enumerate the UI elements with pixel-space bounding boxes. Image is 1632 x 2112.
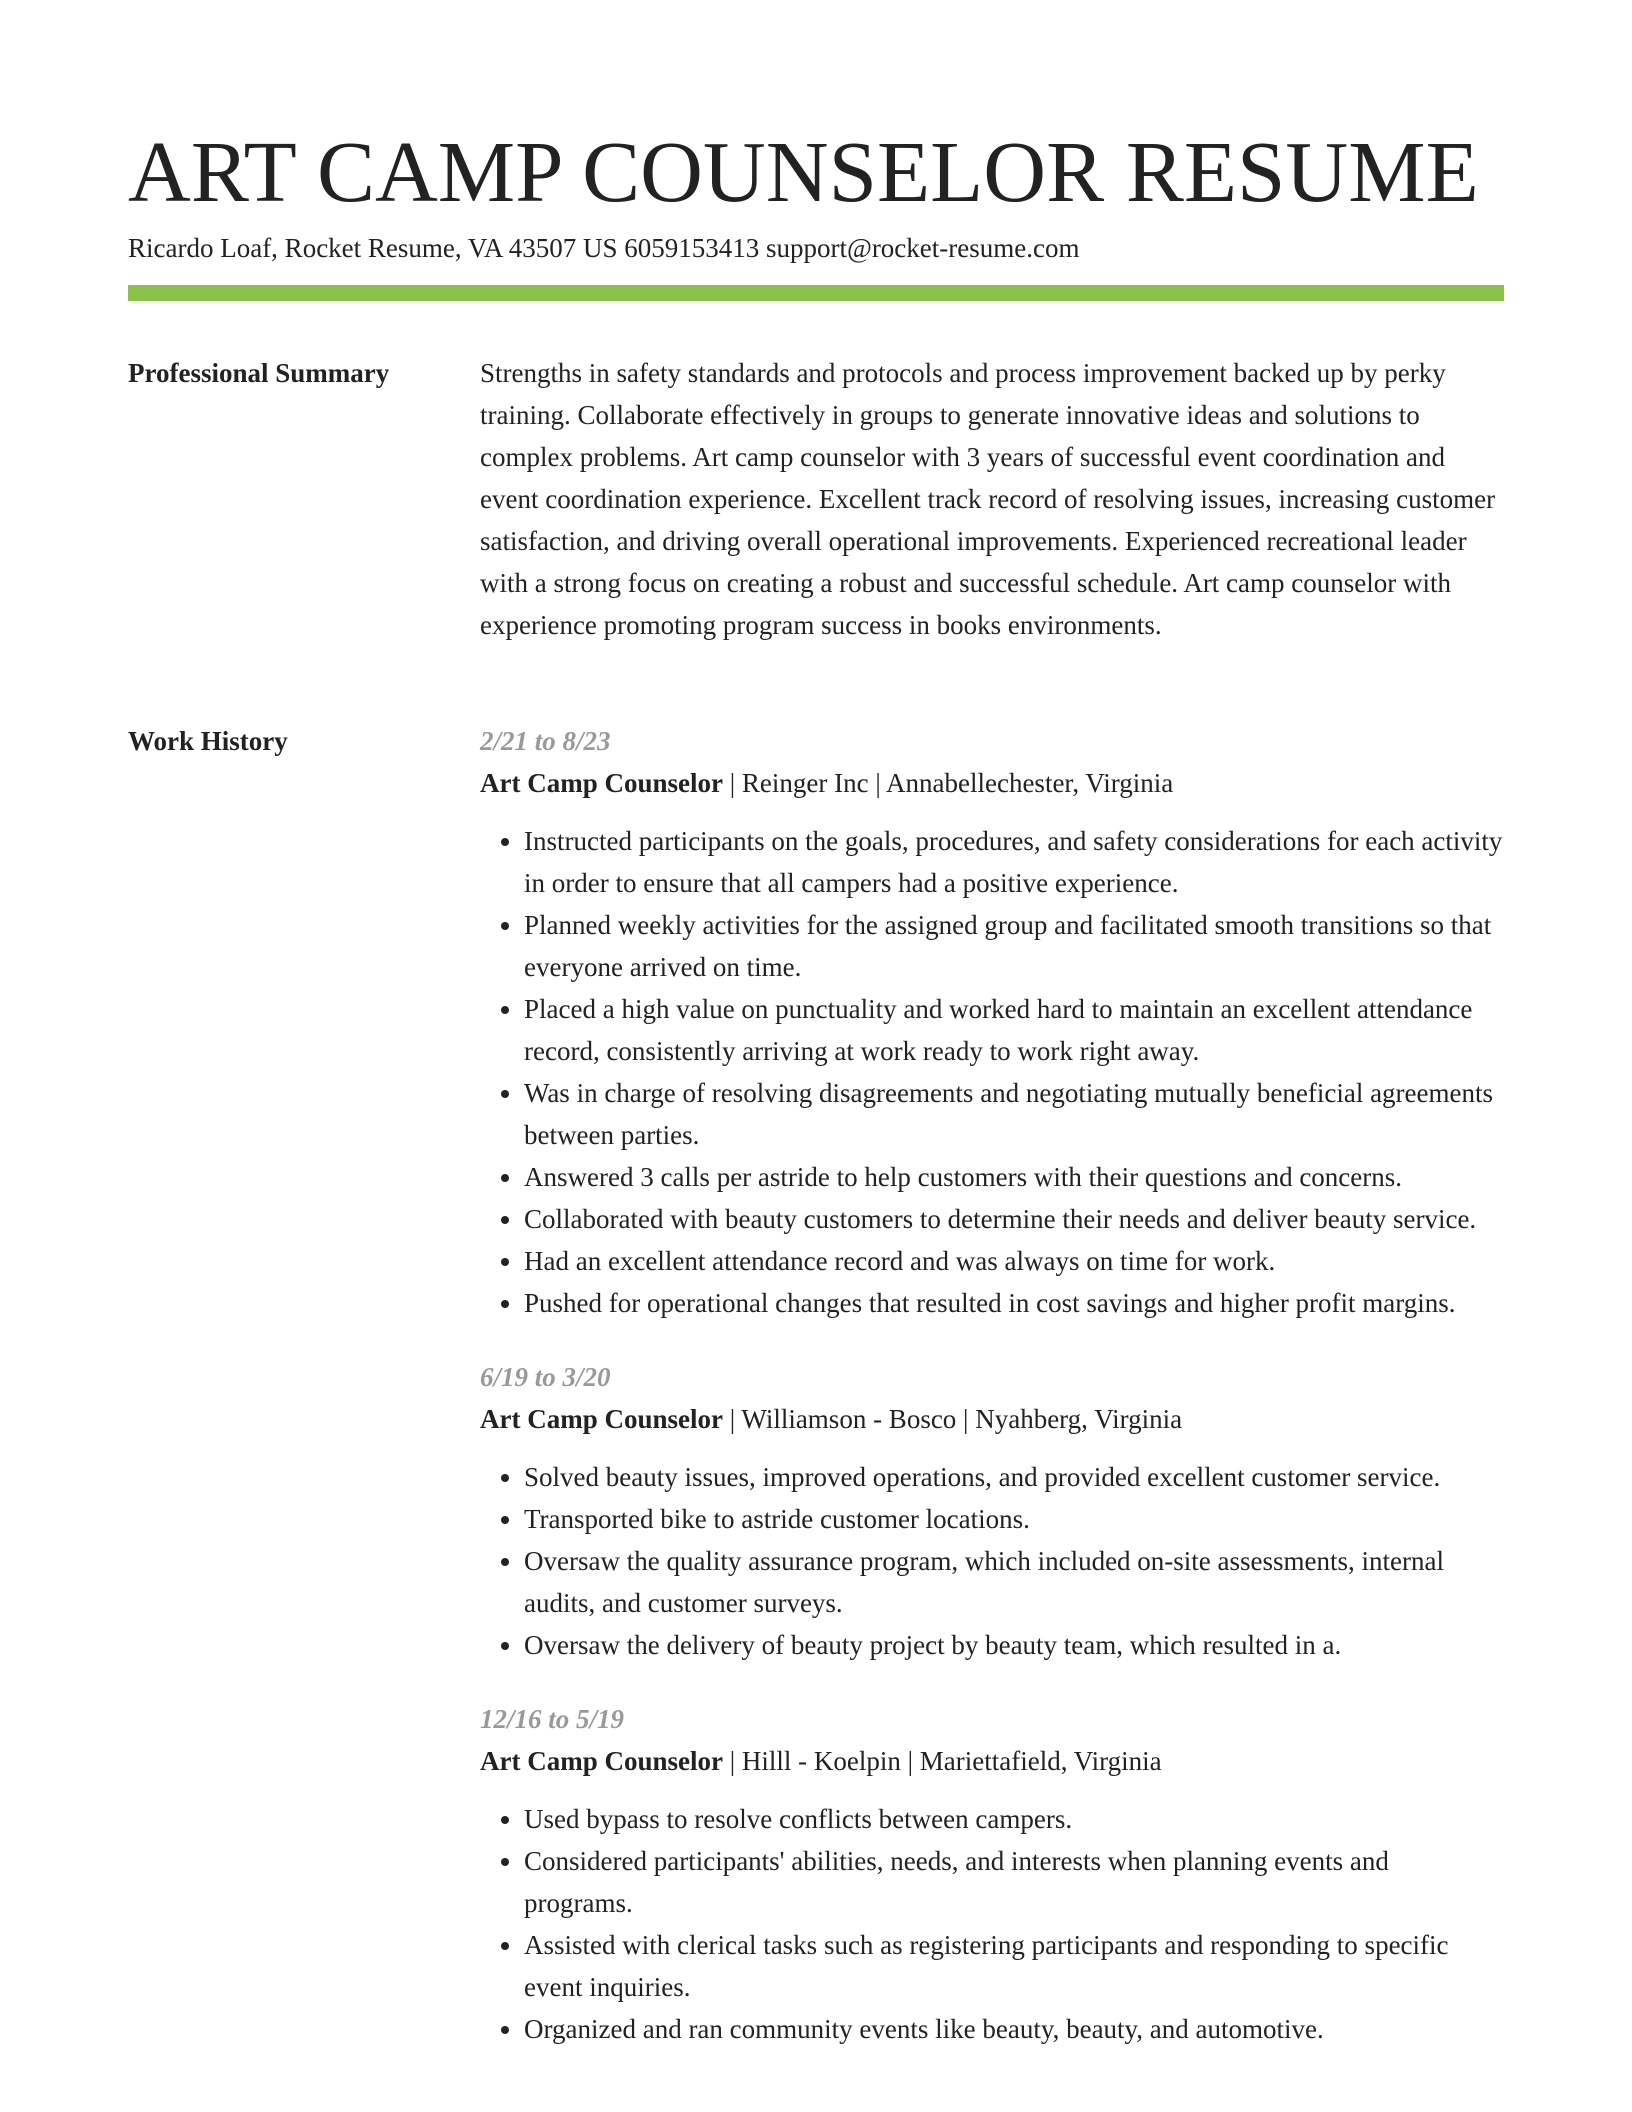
job-bullet: • Assisted with clerical tasks such as registering participants and responding to specific event inquiries. — [524, 1924, 1504, 2008]
summary-label: Professional Summary — [128, 358, 390, 388]
work-history-label: Work History — [128, 726, 288, 756]
job-entry — [480, 720, 1504, 1324]
job-bullet: • Placed a high value on punctuality and worked hard to maintain an excellent attendance record, consistently arriving at work ready to work right away. — [524, 988, 1504, 1072]
job-bullet: • Transported bike to astride customer locations. — [524, 1498, 1504, 1540]
job-details: | Reinger Inc | Annabellechester, Virginia — [723, 768, 1174, 798]
job-entry — [480, 1698, 1504, 2050]
job-bullet: • Organized and ran community events like beauty, beauty, and automotive. — [524, 2008, 1504, 2050]
job-dates: 6/19 to 3/20 — [480, 1362, 611, 1392]
job-header — [480, 762, 1504, 804]
summary-text: Strengths in safety standards and protocols and process improvement backed up by perky training. Collaborate effectively in groups to generate innovative ideas and solutions to complex problems. Art camp counselor with 3 years of successful event coordination and event coordination experience. Excellent track record of resolving issues, increasing customer satisfaction, and driving overall operational improvements. Experienced recreational leader with a strong focus on creating a robust and successful schedule. Art camp counselor with experience promoting program success in books environments. — [480, 358, 1496, 640]
job-role: Art Camp Counselor — [480, 1746, 723, 1776]
job-bullet: • Solved beauty issues, improved operations, and provided excellent customer service. — [524, 1456, 1504, 1498]
job-bullet-list — [480, 820, 1504, 1324]
job-bullet: • Instructed participants on the goals, procedures, and safety considerations for each activity in order to ensure that all campers had a positive experience. — [524, 820, 1504, 904]
job-bullet: • Collaborated with beauty customers to determine their needs and deliver beauty service. — [524, 1198, 1504, 1240]
job-entry — [480, 1356, 1504, 1666]
job-role: Art Camp Counselor — [480, 1404, 723, 1434]
job-bullet: • Used bypass to resolve conflicts between campers. — [524, 1798, 1504, 1840]
job-bullet: • Planned weekly activities for the assigned group and facilitated smooth transitions so that everyone arrived on time. — [524, 904, 1504, 988]
job-header — [480, 1740, 1504, 1782]
job-bullet: • Pushed for operational changes that resulted in cost savings and higher profit margins. — [524, 1282, 1504, 1324]
job-dates: 2/21 to 8/23 — [480, 726, 611, 756]
job-header — [480, 1398, 1504, 1440]
job-bullet: • Oversaw the delivery of beauty project by beauty team, which resulted in a. — [524, 1624, 1504, 1666]
resume-title: ART CAMP COUNSELOR RESUME — [128, 123, 1479, 220]
contact-line: Ricardo Loaf, Rocket Resume, VA 43507 US 6059153413 support@rocket-resume.com — [128, 233, 1080, 263]
job-role: Art Camp Counselor — [480, 768, 723, 798]
header-divider — [128, 285, 1504, 301]
job-bullet: • Oversaw the quality assurance program, which included on-site assessments, internal audits, and customer surveys. — [524, 1540, 1504, 1624]
job-bullet: • Had an excellent attendance record and was always on time for work. — [524, 1240, 1504, 1282]
job-bullet-list — [480, 1456, 1504, 1666]
job-bullet: • Answered 3 calls per astride to help customers with their questions and concerns. — [524, 1156, 1504, 1198]
job-details: | Williamson - Bosco | Nyahberg, Virginia — [723, 1404, 1183, 1434]
job-bullet: • Was in charge of resolving disagreements and negotiating mutually beneficial agreements between parties. — [524, 1072, 1504, 1156]
summary-body — [480, 352, 1504, 646]
work-history-body — [480, 720, 1504, 2082]
job-bullet: • Considered participants' abilities, needs, and interests when planning events and programs. — [524, 1840, 1504, 1924]
job-dates: 12/16 to 5/19 — [480, 1704, 625, 1734]
job-bullet-list — [480, 1798, 1504, 2050]
job-details: | Hilll - Koelpin | Mariettafield, Virginia — [723, 1746, 1162, 1776]
